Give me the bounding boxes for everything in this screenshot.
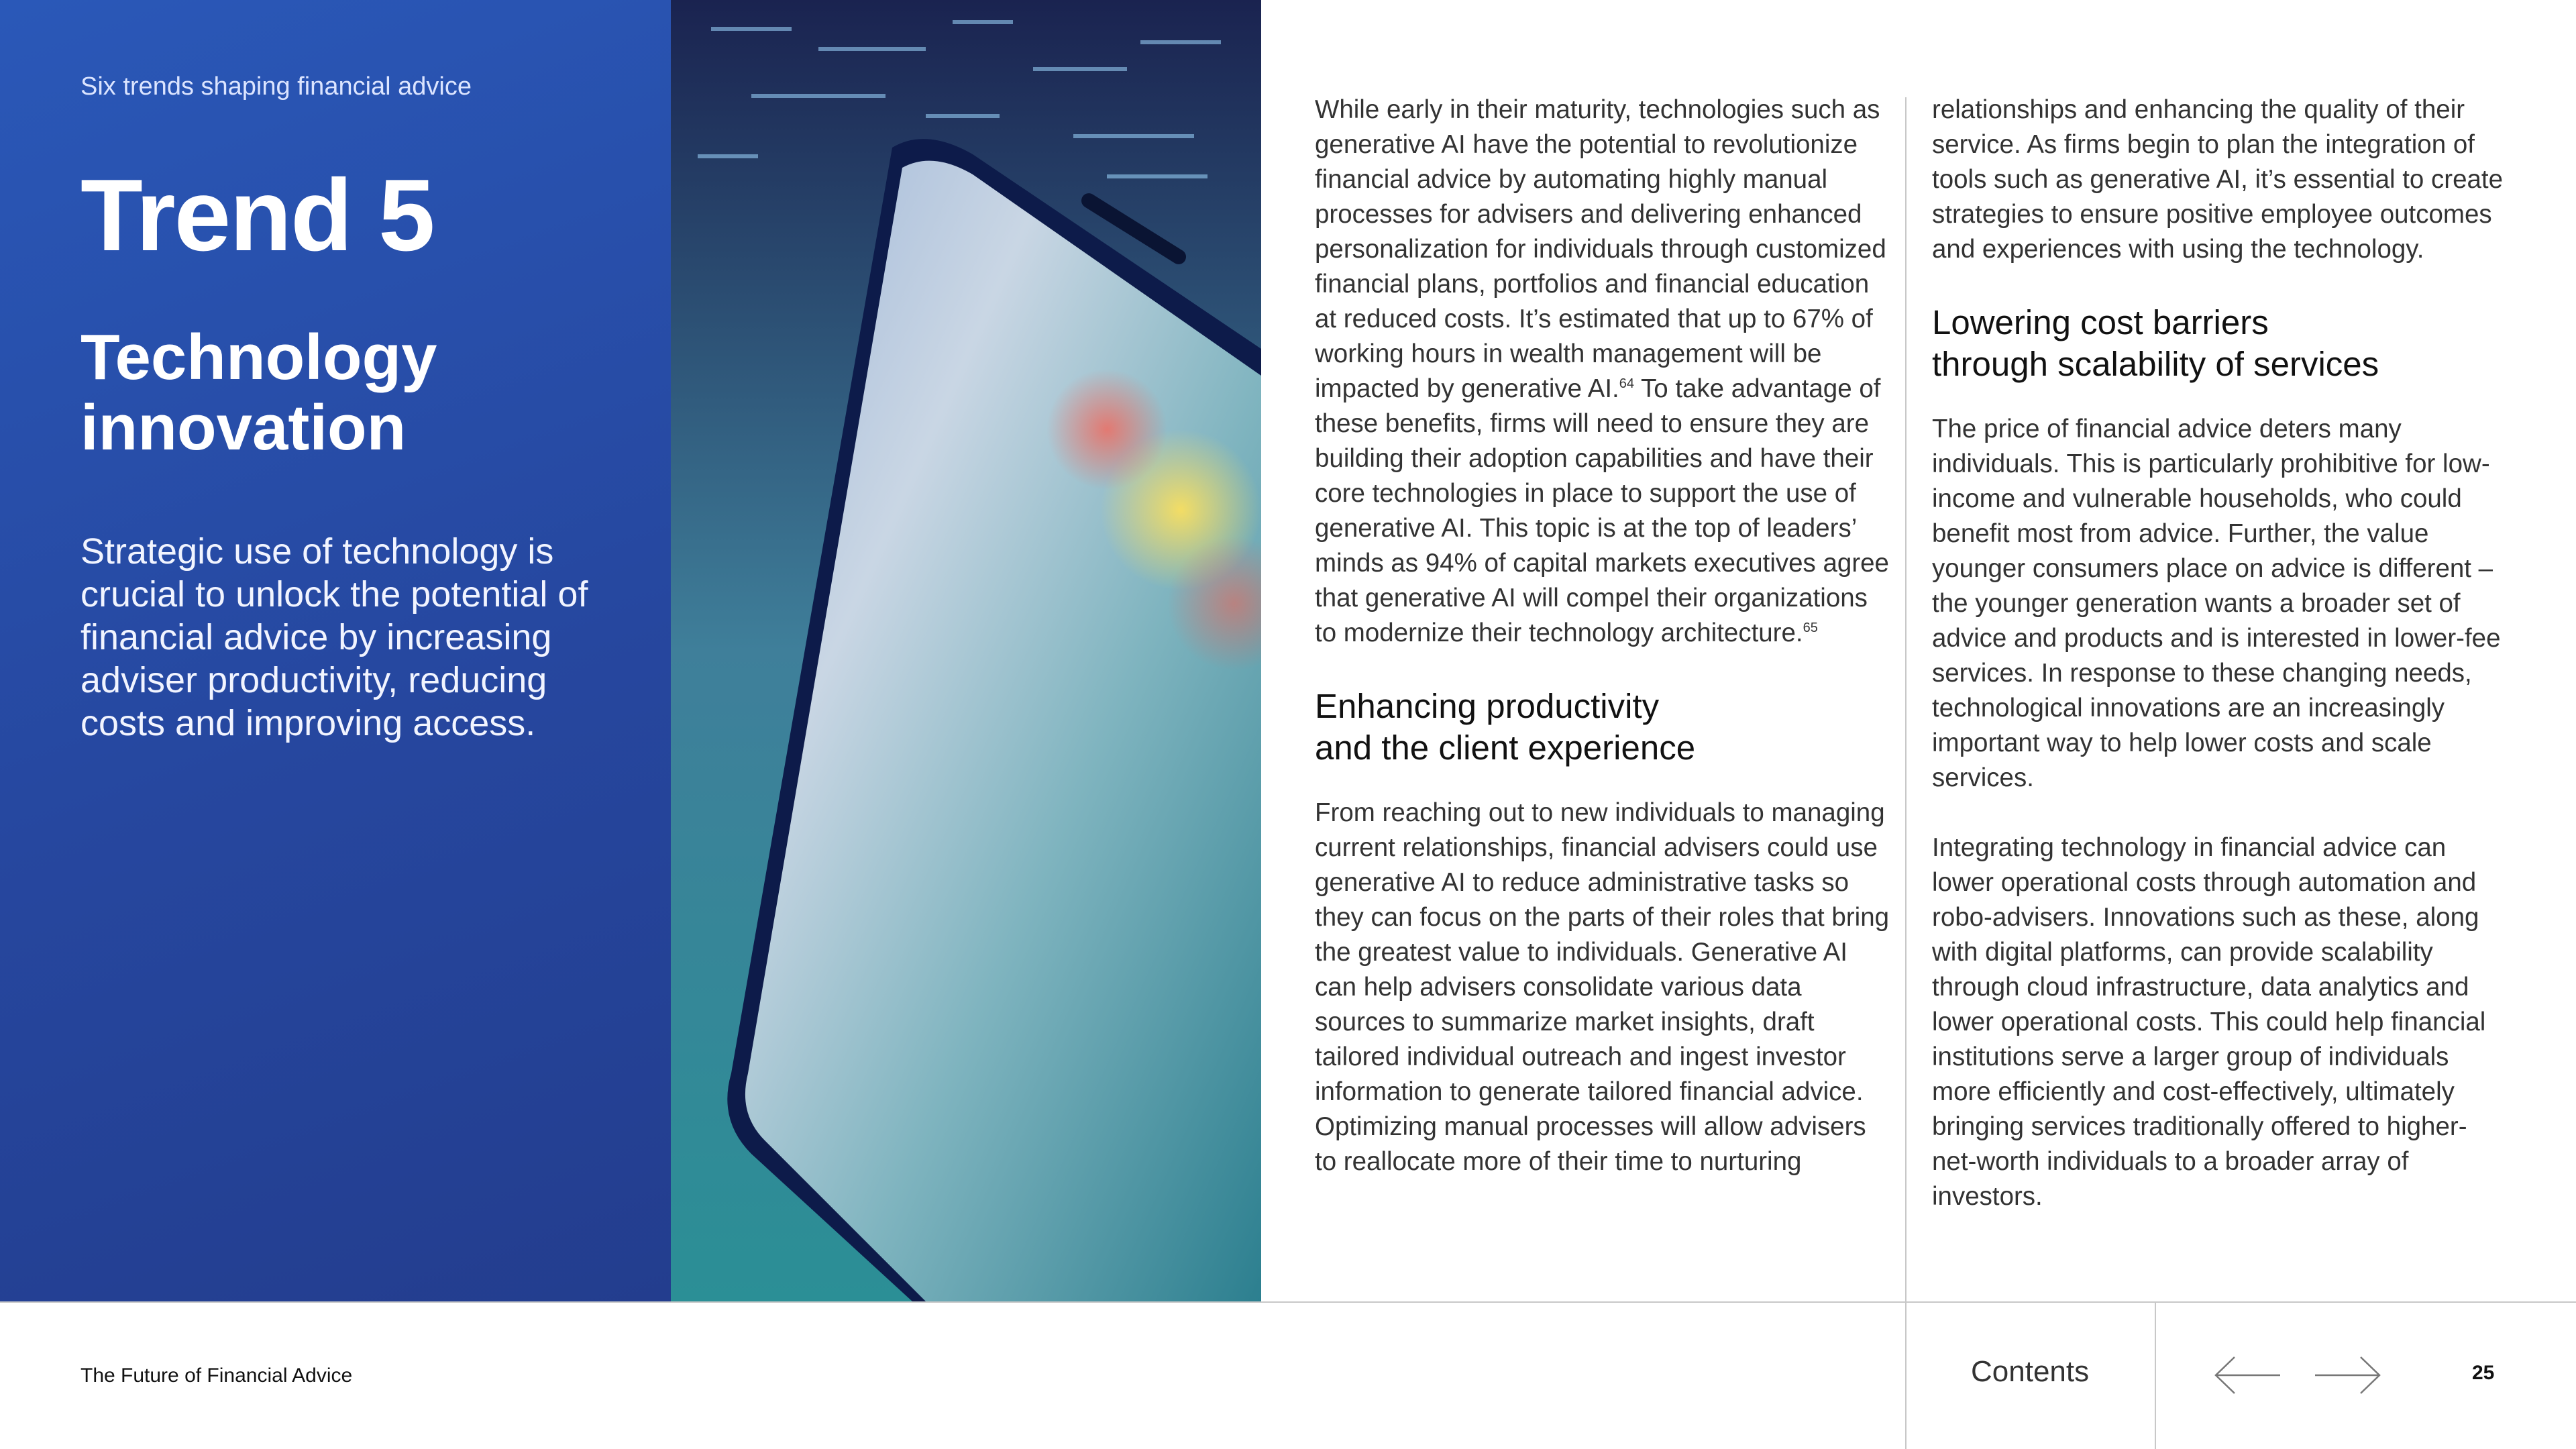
- column-divider: [1905, 97, 1907, 1301]
- text-column-left: [1315, 93, 1892, 1214]
- intro-paragraph: [1315, 93, 1892, 651]
- trend-title: Trend 5: [80, 158, 434, 272]
- next-page-button[interactable]: [2311, 1352, 2385, 1399]
- page-number: 25: [2472, 1362, 2495, 1384]
- smartphone-photo: [671, 0, 1261, 1301]
- footer-separator-2: [2155, 1301, 2156, 1449]
- continuation-paragraph: relationships and enhancing the quality of their service. As firms begin to plan the integration of tools such as generative AI, it’s essential to create strategies to ensure positive employee outcomes and experiences with using the technology.: [1932, 95, 2504, 264]
- footnote-ref-65[interactable]: 65: [1803, 621, 1818, 636]
- trend-panel: [0, 0, 671, 1301]
- intro-text-part1: While early in their maturity, technologies such as generative AI have the potential to revolutionize financial advice by automating highly manual processes for advisers and delivering enhanced personalization for individuals through customized financial plans, portfolios and financial education at reduced costs. It’s estimated that up to 67% of working hours in wealth management will be impacted by generative AI.: [1315, 95, 1886, 403]
- productivity-paragraph: From reaching out to new individuals to managing current relationships, financial advisers could use generative AI to reduce administrative tasks so they can focus on the parts of their roles that bring the greatest value to individuals. Generative AI can help advisers consolidate various data sources to summarize market insights, draft tailored individual outreach and ingest investor information to generate tailored financial advice. Optimizing manual processes will allow advisers to reallocate more of their time to nurturing: [1315, 798, 1890, 1176]
- previous-page-button[interactable]: [2210, 1352, 2284, 1399]
- contents-link[interactable]: Contents: [1971, 1355, 2090, 1388]
- heading-line2: through scalability of services: [1932, 345, 2379, 383]
- footer-divider: [0, 1301, 2576, 1303]
- heading-lowering-cost-barriers: [1932, 302, 2509, 385]
- arrow-left-icon: [2210, 1352, 2284, 1399]
- cost-paragraph: The price of financial advice deters many individuals. This is particularly prohibitive for low-income and vulnerable households, who could benefit most from advice. Further, the value younger consumers place on advice is different – the younger generation wants a broader set of advice and products and is interested in lower-fee services. In response to these changing needs, technological innovations are an increasingly important way to help lower costs and scale services.: [1932, 415, 2501, 792]
- trend-subtitle-line1: Technology: [80, 321, 437, 393]
- trend-subtitle-line2: innovation: [80, 392, 407, 464]
- smartphone-illustration: [671, 0, 1261, 1301]
- arrow-right-icon: [2311, 1352, 2385, 1399]
- integration-paragraph: Integrating technology in financial advice can lower operational costs through automation and robo-advisers. Innovations such as these, along with digital platforms, can provide scalability through cloud infrastructure, data analytics and lower operational costs. This could help financial institutions serve a larger group of individuals more efficiently and cost-effectively, ultimately bringing services traditionally offered to higher-net-worth individuals to a broader array of investors.: [1932, 833, 2486, 1211]
- trend-description: Strategic use of technology is crucial to unlock the potential of financial advice by increasing adviser productivity, reducing costs and improving access.: [80, 531, 588, 743]
- footer-separator-1: [1905, 1301, 1907, 1449]
- heading-line2: and the client experience: [1315, 729, 1696, 767]
- text-column-right: [1932, 93, 2509, 1249]
- intro-text-part2: To take advantage of these benefits, firms will need to ensure they are building their adoption capabilities and have their core technologies in place to support the use of generative AI. This topic is at the top of leaders’ minds as 94% of capital markets executives agree that generative AI will compel their organizations to modernize their technology architecture.: [1315, 374, 1889, 647]
- footnote-ref-64[interactable]: 64: [1619, 376, 1634, 392]
- heading-line1: Enhancing productivity: [1315, 687, 1660, 725]
- trend-subtitle: [80, 322, 617, 463]
- section-kicker: Six trends shaping financial advice: [80, 72, 472, 101]
- heading-enhancing-productivity: [1315, 686, 1892, 769]
- report-title: The Future of Financial Advice: [80, 1364, 353, 1387]
- heading-line1: Lowering cost barriers: [1932, 303, 2269, 341]
